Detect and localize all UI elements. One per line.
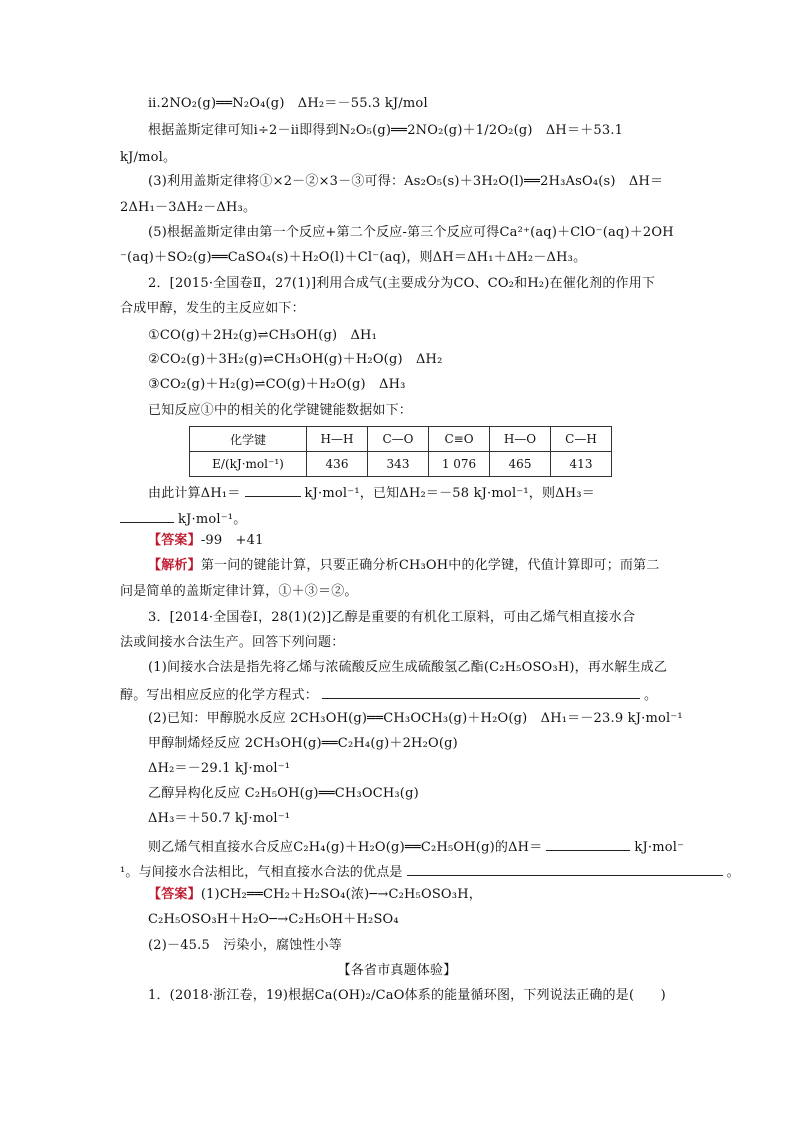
table-cell: 1 076 [429,452,490,477]
q3-advantage-end: 。 [726,865,740,880]
table-cell: 436 [307,452,368,477]
calc-unit: kJ·mol⁻¹。 [178,512,247,527]
q3-reaction-isomer: 乙醇异构化反应 C₂H₅OH(g)══CH₃OCH₃(g) [148,786,419,801]
calc-text-b: kJ·mol⁻¹，已知ΔH₂＝－58 kJ·mol⁻¹，则ΔH₃＝ [304,486,595,501]
q3-dh3: ΔH₃＝＋50.7 kJ·mol⁻¹ [148,811,291,826]
line-item-5: (5)根据盖斯定律由第一个反应+第二个反应-第三个反应可得Ca²⁺(aq)＋ClO⁻(aq)＋2OH [148,225,674,240]
answer-text: (1)CH₂══CH₂＋H₂SO₄(浓)─→C₂H₅OSO₃H， [200,887,482,902]
table-cell: 413 [551,452,612,477]
table-header-row [190,427,612,452]
q3-direct-unit: kJ·mol⁻ [634,840,685,855]
q3-advantage [120,861,740,882]
question-3-stem-cont: 法或间接水合法生产。回答下列问题： [120,635,345,650]
table-header-cell: C—O [368,427,429,452]
question-1-stem: 1．(2018·浙江卷，19)根据Ca(OH)₂/CaO体系的能量循环图，下列说法正确的是( ) [148,988,666,1003]
answer-line-q2 [148,532,264,550]
answer-blank-dh1[interactable] [245,482,301,497]
table-cell: 343 [368,452,429,477]
line-item-5-cont: ⁻(aq)＋SO₂(g)══CaSO₄(s)＋H₂O(l)＋Cl⁻(aq)，则ΔH＝ΔH₁＋ΔH₂－ΔH₃。 [120,250,587,265]
q3-reaction-olefin: 甲醇制烯烃反应 2CH₃OH(g)══C₂H₄(g)＋2H₂O(g) [148,736,458,751]
table-header-cell: C≡O [429,427,490,452]
table-row [190,452,612,477]
q3-part-2: (2)已知：甲醇脱水反应 2CH₃OH(g)══CH₃OCH₃(g)＋H₂O(g) ΔH₁＝－23.9 kJ·mol⁻¹ [148,711,683,726]
answer-text: -99 +41 [200,533,264,548]
answer-tag: 【答案】 [148,533,201,548]
analysis-line-q2-cont: 问是简单的盖斯定律计算，①＋③＝②。 [120,584,358,599]
q3-direct-text: 则乙烯气相直接水合反应C₂H₄(g)＋H₂O(g)══C₂H₅OH(g)的ΔH＝ [148,840,543,855]
question-2-stem: 2．[2015·全国卷Ⅱ，27(1)]利用合成气(主要成分为CO、CO₂和H₂)在催化剂的作用下 [148,276,656,291]
answer-line-q3-3: (2)－45.5 污染小，腐蚀性小等 [148,938,342,953]
analysis-line-q2 [148,557,660,575]
q3-part-1-text: 醇。写出相应反应的化学方程式： [120,688,319,703]
answer-blank-advantage[interactable] [407,861,723,876]
calc-text-a: 由此计算ΔH₁＝ [148,486,241,501]
reaction-2: ②CO₂(g)＋3H₂(g)⇌CH₃OH(g)＋H₂O(g) ΔH₂ [148,352,443,367]
reaction-3: ③CO₂(g)＋H₂(g)⇌CO(g)＋H₂O(g) ΔH₃ [148,377,406,392]
answer-line-q3-2: C₂H₅OSO₃H＋H₂O─→C₂H₅OH＋H₂SO₄ [148,912,399,927]
question-2-stem-cont: 合成甲醇，发生的主反应如下： [120,301,305,316]
q3-part-1-end: 。 [644,688,658,703]
answer-blank-equation[interactable] [322,684,640,699]
analysis-text: 第一问的键能计算，只要正确分析CH₃OH中的化学键，代值计算即可；而第二 [200,558,660,573]
line-reaction-ii: ⅱ.2NO₂(g)══N₂O₄(g) ΔH₂＝－55.3 kJ/mol [148,96,428,111]
reaction-1: ①CO(g)＋2H₂(g)⇌CH₃OH(g) ΔH₁ [148,328,377,343]
analysis-tag: 【解析】 [148,558,201,573]
answer-blank-dh[interactable] [546,836,630,851]
table-header-cell: C—H [551,427,612,452]
answer-tag: 【答案】 [148,887,201,902]
question-3-stem: 3．[2014·全国卷Ⅰ，28(1)(2)]乙醇是重要的有机化工原料，可由乙烯气相直接水合 [148,610,636,625]
calc-line [148,482,595,503]
answer-blank-dh3[interactable] [120,508,174,523]
line-item-3-cont: 2ΔH₁－3ΔH₂－ΔH₃。 [120,200,257,215]
line-hess-law-1: 根据盖斯定律可知ⅰ÷2－ⅱ即得到N₂O₅(g)══2NO₂(g)＋1/2O₂(g) ΔH＝＋53.1 [148,123,624,138]
table-cell: 465 [490,452,551,477]
bond-table-intro: 已知反应①中的相关的化学键键能数据如下： [148,403,413,418]
table-header-cell: 化学键 [190,427,307,452]
table-row-label: E/(kJ·mol⁻¹) [190,452,307,477]
line-hess-law-1-cont: kJ/mol。 [120,150,177,165]
calc-line-cont [120,508,246,529]
q3-part-1: (1)间接水合法是指先将乙烯与浓硫酸反应生成硫酸氢乙酯(C₂H₅OSO₃H)，再水解生成乙 [148,660,668,675]
q3-part-1-cont [120,684,657,705]
section-heading: 【各省市真题体验】 [337,963,457,978]
line-item-3: (3)利用盖斯定律将①×2－②×3－③可得：As₂O₅(s)＋3H₂O(l)══2H₃AsO₄(s) ΔH＝ [148,174,664,189]
table-header-cell: H—O [490,427,551,452]
bond-energy-table [189,426,612,477]
q3-advantage-text: ¹。与间接水合法相比，气相直接水合法的优点是 [120,865,403,880]
table-header-cell: H—H [307,427,368,452]
answer-line-q3 [148,886,482,904]
q3-direct-hydration [148,836,684,857]
q3-dh2: ΔH₂＝－29.1 kJ·mol⁻¹ [148,761,291,776]
